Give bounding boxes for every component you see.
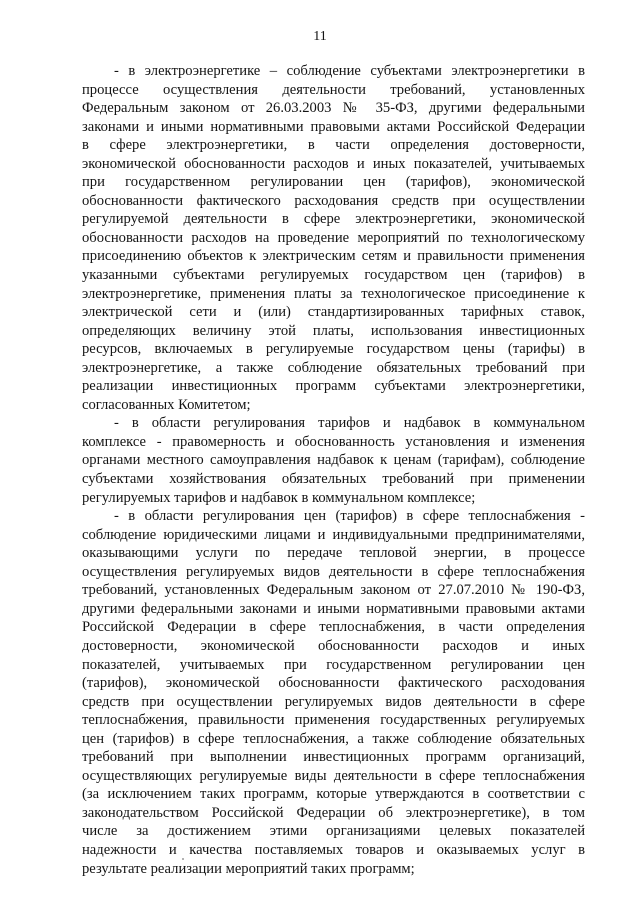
text-line: электроэнергетике, применения платы за технологическое присоединение к (82, 285, 585, 302)
text-line: при государственном регулировании цен (тарифов), экономической (82, 174, 585, 191)
text-line: оказывающими услуги по передаче тепловой энергии, в процессе (82, 545, 585, 562)
text-line: регулируемых тарифов и надбавок в коммунальном комплексе; (82, 489, 476, 506)
text-line: соблюдение юридическими лицами и индивидуальными предпринимателями, (82, 526, 585, 543)
text-line: требований, установленных Федеральным законом от 27.07.2010 № 190-ФЗ, (82, 582, 585, 599)
text-line: законами и иными нормативными правовыми актами Российской Федерации (82, 118, 585, 135)
text-line: - в электроэнергетике – соблюдение субъектами электроэнергетики в (114, 63, 585, 79)
body-text (82, 62, 585, 878)
text-line: указанными субъектами регулируемых государством цен (тарифов) в (82, 267, 585, 284)
text-line: субъектами хозяйствования обязательных требований при применении (82, 471, 585, 488)
text-line: определяющих величину этой платы, использования инвестиционных (82, 322, 585, 339)
text-line: присоединению объектов к электрическим сетям и правильности применения (82, 248, 585, 265)
text-line: реализации инвестиционных программ субъектами электроэнергетики, (82, 378, 585, 395)
text-line: цен (тарифов) в сфере теплоснабжения, а также соблюдение обязательных (82, 730, 585, 747)
paragraph (82, 507, 585, 878)
text-line: - в области регулирования цен (тарифов) в сфере теплоснабжения - (114, 508, 585, 525)
text-line: (тарифов), экономической обоснованности фактического расходования (82, 675, 585, 692)
text-line: осуществляющих регулируемые виды деятельности в сфере теплоснабжения (82, 767, 585, 784)
text-line: - в области регулирования тарифов и надбавок в коммунальном (114, 415, 585, 432)
text-line: обоснованности фактического расходования средств при осуществлении (82, 192, 585, 209)
text-line: законодательством Российской Федерации об электроэнергетике), в том (82, 804, 585, 821)
paragraph (82, 414, 585, 507)
text-line: теплоснабжения, правильности применения государственных регулируемых (82, 712, 585, 729)
text-line: требований при выполнении инвестиционных программ организаций, (82, 749, 585, 766)
text-line: Федеральным законом от 26.03.2003 № 35-ФЗ, другими федеральными (82, 100, 585, 117)
text-line: электрической сети и (или) стандартизированных тарифных ставок, (82, 304, 585, 321)
text-line: экономической обоснованности расходов и иных показателей, учитываемых (82, 155, 585, 172)
text-line: согласованных Комитетом; (82, 396, 251, 413)
text-line: ресурсов, включаемых в регулируемые государством цены (тарифы) в (82, 341, 585, 358)
text-line: осуществления регулируемых видов деятельности в сфере теплоснабжения (82, 563, 585, 580)
text-line: обоснованности расходов на проведение мероприятий по технологическому (82, 229, 585, 246)
scan-artifact (182, 858, 184, 860)
text-line: достоверности, экономической обоснованности расходов и иных (82, 637, 585, 654)
text-line: комплексе - правомерность и обоснованность установления и изменения (82, 433, 585, 450)
text-line: регулируемой деятельности в сфере электроэнергетики, экономической (82, 211, 585, 228)
text-line: органами местного самоуправления надбавок к ценам (тарифам), соблюдение (82, 452, 585, 469)
page-number: 11 (313, 29, 327, 44)
text-line: надежности и качества поставляемых товаров и оказываемых услуг в (82, 841, 585, 858)
text-line: другими федеральными законами и иными нормативными правовыми актами (82, 600, 585, 617)
text-line: показателей, учитываемых при государственном регулировании цен (82, 656, 585, 673)
text-line: электроэнергетике, а также соблюдение обязательных требований при (82, 359, 585, 376)
text-line: числе за достижением этими организациями целевых показателей (82, 823, 585, 840)
text-line: процессе осуществления деятельности требований, установленных (82, 81, 585, 98)
text-line: в сфере электроэнергетики, в части определения достоверности, (82, 137, 585, 154)
text-line: (за исключением таких программ, которые утверждаются в соответствии с (82, 786, 585, 803)
text-line: результате реализации мероприятий таких программ; (82, 860, 415, 877)
text-line: средств при осуществлении регулируемых видов деятельности в сфере (82, 693, 585, 710)
paragraph (82, 62, 585, 414)
text-line: Российской Федерации в сфере теплоснабжения, в части определения (82, 619, 585, 636)
